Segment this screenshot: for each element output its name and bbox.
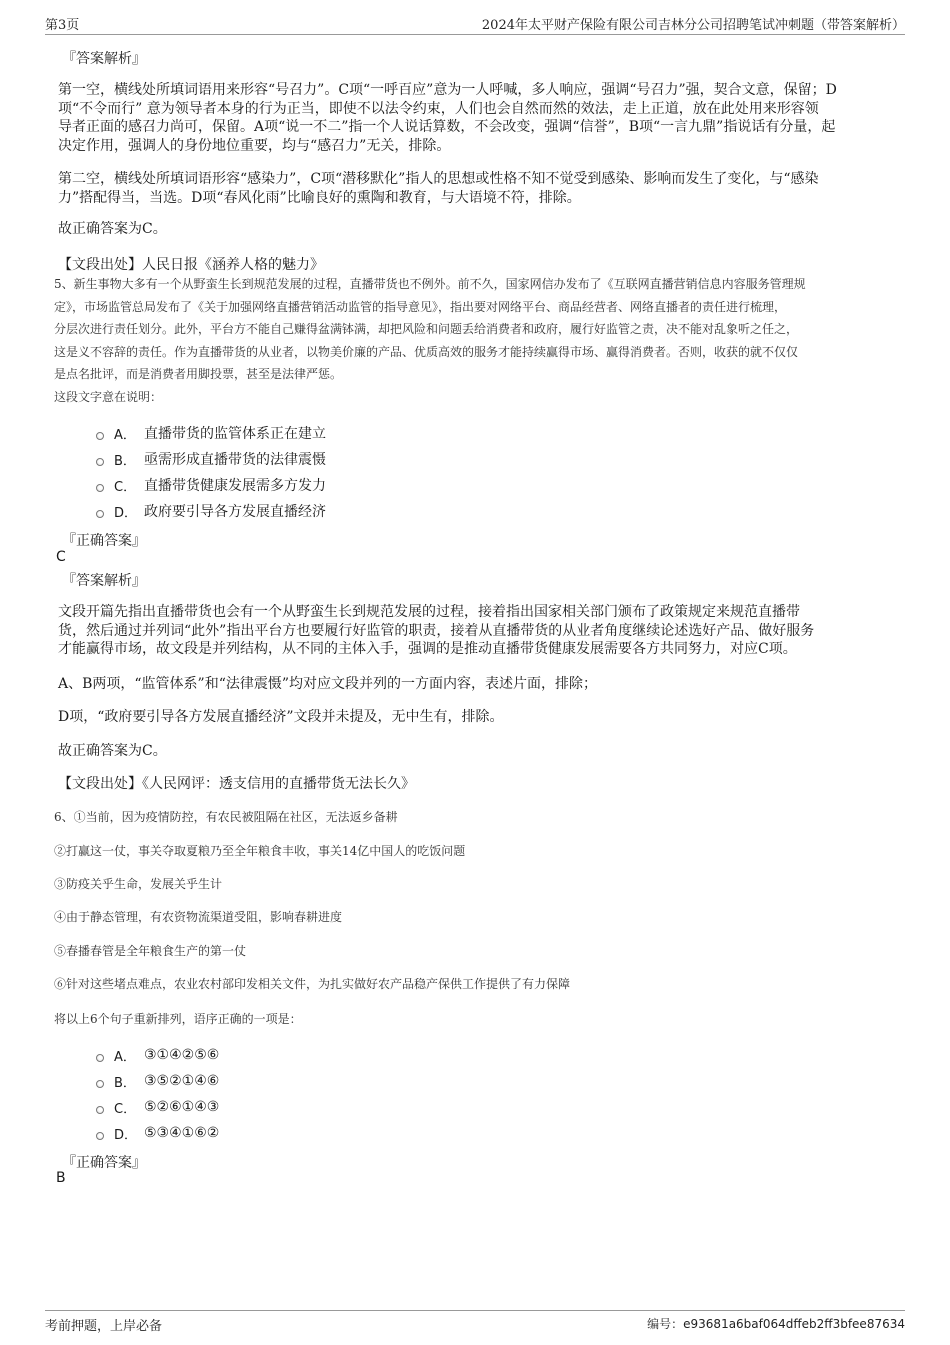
correct-answer-label: 『正确答案』 bbox=[62, 1155, 146, 1171]
source-citation: 【文段出处】人民日报《涵养人格的魅力》 bbox=[58, 257, 324, 273]
analysis-label: 『答案解析』 bbox=[62, 573, 146, 589]
option-d[interactable] bbox=[96, 1120, 219, 1146]
option-text: 亟需形成直播带货的法律震慑 bbox=[144, 452, 326, 468]
footer-slogan: 考前押题，上岸必备 bbox=[45, 1319, 163, 1334]
option-letter: A． bbox=[114, 1049, 136, 1065]
document-title: 2024年太平财产保险有限公司吉林分公司招聘笔试冲刺题（带答案解析） bbox=[481, 18, 905, 33]
analysis-paragraph bbox=[58, 603, 814, 659]
text-line: 决定作用，强调人的身份地位重要，均与“感召力”无关，排除。 bbox=[58, 137, 451, 154]
radio-button[interactable] bbox=[96, 1054, 104, 1062]
option-a[interactable] bbox=[96, 420, 326, 446]
option-text: 直播带货健康发展需多方发力 bbox=[144, 478, 326, 494]
option-text: ③⑤②①④⑥ bbox=[144, 1073, 220, 1089]
analysis-label: 『答案解析』 bbox=[62, 51, 146, 67]
option-c[interactable] bbox=[96, 472, 326, 498]
option-letter: A． bbox=[114, 427, 136, 443]
document-id: 编号：e93681a6baf064dffeb2ff3bfee87634 bbox=[647, 1317, 905, 1331]
option-b[interactable] bbox=[96, 446, 326, 472]
option-text: 直播带货的监管体系正在建立 bbox=[144, 426, 326, 442]
conclusion: 故正确答案为C。 bbox=[58, 743, 167, 759]
conclusion: 故正确答案为C。 bbox=[58, 221, 167, 237]
text-line: 分层次进行责任划分。此外，平台方不能自己赚得盆满钵满，却把风险和问题丢给消费者和政府，履行好监管之责，决不能对乱象听之任之， bbox=[54, 322, 799, 336]
page-header bbox=[45, 12, 905, 35]
page-footer bbox=[45, 1310, 905, 1334]
option-b[interactable] bbox=[96, 1068, 219, 1094]
radio-button[interactable] bbox=[96, 432, 104, 440]
option-letter: D． bbox=[114, 505, 138, 521]
option-c[interactable] bbox=[96, 1094, 219, 1120]
text-line: 货，然后通过并列词“此外”指出平台方也要履行好监管的职责，接着从直播带货的从业者角度继续论述选好产品、做好服务 bbox=[58, 622, 815, 639]
analysis-paragraph-1 bbox=[58, 81, 837, 155]
text-line: 导者正面的感召力尚可，保留。A项“说一不二”指一个人说话算数，不会改变，强调“信誉”，B项“一言九鼎”指说话有分量，起 bbox=[58, 119, 836, 135]
option-letter: C． bbox=[114, 1101, 137, 1117]
option-d[interactable] bbox=[96, 498, 326, 524]
correct-answer: B bbox=[56, 1170, 66, 1186]
page-number: 第3页 bbox=[45, 18, 80, 33]
sentence-3: ③防疫关乎生命，发展关乎生计 bbox=[54, 877, 223, 891]
question-5-prompt: 这段文字意在说明： bbox=[54, 390, 163, 404]
option-letter: B． bbox=[114, 1075, 136, 1091]
text-line: 力”搭配得当，当选。D项“春风化雨”比喻良好的熏陶和教育，与大语境不符，排除。 bbox=[58, 189, 581, 206]
text-line: 文段开篇先指出直播带货也会有一个从野蛮生长到规范发展的过程，接着指出国家相关部门颁布了政策规定来规范直播带 bbox=[58, 604, 800, 620]
option-text: ⑤②⑥①④③ bbox=[144, 1099, 220, 1115]
question-5-stem bbox=[54, 273, 806, 386]
analysis-paragraph-2 bbox=[58, 170, 819, 207]
source-citation: 【文段出处】《人民网评：透支信用的直播带货无法长久》 bbox=[58, 776, 415, 792]
sentence-6: ⑥针对这些堵点难点，农业农村部印发相关文件，为扎实做好农产品稳产保供工作提供了有力保障 bbox=[54, 977, 571, 991]
option-text: 政府要引导各方发展直播经济 bbox=[144, 504, 326, 520]
radio-button[interactable] bbox=[96, 510, 104, 518]
text-line: 第一空，横线处所填词语用来形容“号召力”。C项“一呼百应”意为一人呼喊，多人响应，强调“号召力”强，契合文意，保留；D bbox=[58, 82, 837, 98]
radio-button[interactable] bbox=[96, 1132, 104, 1140]
text-line: 项“不令而行” 意为领导者本身的行为正当，即使不以法令约束，人们也会自然而然的效法，走上正道，放在此处用来形容领 bbox=[58, 100, 819, 117]
sentence-1: 6、①当前，因为疫情防控，有农民被阻隔在社区，无法返乡备耕 bbox=[54, 810, 398, 824]
sentence-5: ⑤春播春管是全年粮食生产的第一仗 bbox=[54, 944, 247, 958]
text-line: 5、新生事物大多有一个从野蛮生长到规范发展的过程，直播带货也不例外。前不久，国家网信办发布了《互联网直播营销信息内容服务管理规 bbox=[54, 277, 806, 291]
radio-button[interactable] bbox=[96, 458, 104, 466]
option-a[interactable] bbox=[96, 1042, 219, 1068]
text-line: 定》，市场监管总局发布了《关于加强网络直播营销活动监管的指导意见》，指出要对网络平台、商品经营者、网络直播者的责任进行梳理， bbox=[54, 299, 787, 314]
option-letter: C． bbox=[114, 479, 137, 495]
option-letter: D． bbox=[114, 1127, 138, 1143]
analysis-ab: A、B两项，“监管体系”和“法律震慑”均对应文段并列的一方面内容，表述片面，排除； bbox=[58, 676, 598, 692]
text-line: 是点名批评，而是消费者用脚投票，甚至是法律严惩。 bbox=[54, 367, 343, 381]
sentence-4: ④由于静态管理，有农资物流渠道受阻，影响春耕进度 bbox=[54, 910, 343, 924]
radio-button[interactable] bbox=[96, 1106, 104, 1114]
correct-answer-label: 『正确答案』 bbox=[62, 533, 146, 549]
correct-answer: C bbox=[56, 549, 66, 565]
radio-button[interactable] bbox=[96, 484, 104, 492]
text-line: 第二空，横线处所填词语形容“感染力”，C项“潜移默化”指人的思想或性格不知不觉受到感染、影响而发生了变化，与“感染 bbox=[58, 171, 819, 187]
sentence-2: ②打赢这一仗，事关夺取夏粮乃至全年粮食丰收，事关14亿中国人的吃饭问题 bbox=[54, 844, 466, 858]
option-letter: B． bbox=[114, 453, 136, 469]
question-6-prompt: 将以上6个句子重新排列，语序正确的一项是： bbox=[54, 1012, 302, 1026]
analysis-d: D项，“政府要引导各方发展直播经济”文段并未提及，无中生有，排除。 bbox=[58, 709, 504, 725]
option-text: ③①④②⑤⑥ bbox=[144, 1047, 220, 1063]
text-line: 这是义不容辞的责任。作为直播带货的从业者，以物美价廉的产品、优质高效的服务才能持续赢得市场、赢得消费者。否则，收获的就不仅仅 bbox=[54, 344, 799, 359]
option-text: ⑤③④①⑥② bbox=[144, 1125, 220, 1141]
radio-button[interactable] bbox=[96, 1080, 104, 1088]
text-line: 才能赢得市场，故文段是并列结构，从不同的主体入手，强调的是推动直播带货健康发展需要各方共同努力，对应C项。 bbox=[58, 641, 797, 657]
